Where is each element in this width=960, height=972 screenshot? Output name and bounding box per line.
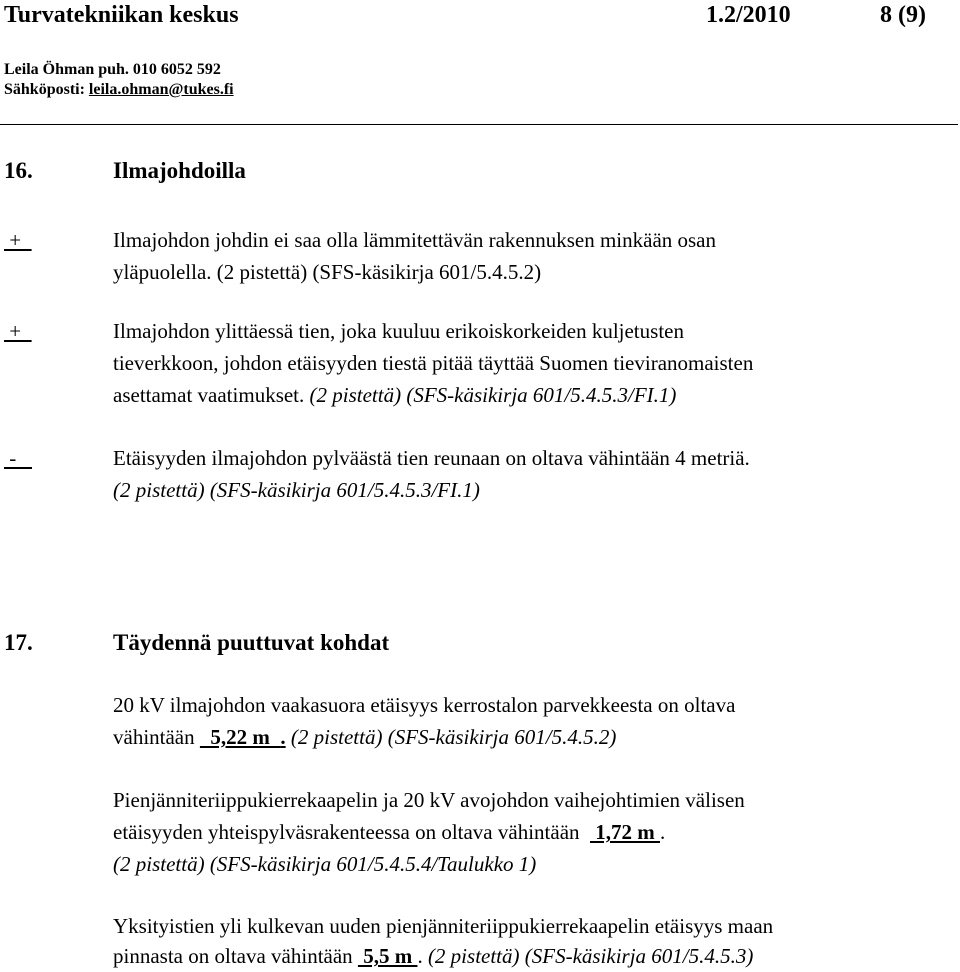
fill-in-text-part: . (417, 944, 423, 968)
contact-name: Leila Öhman puh. 010 6052 592 (4, 61, 221, 78)
organization-name: Turvatekniikan keskus (4, 2, 239, 28)
fill-in-text: Yksityistien yli kulkevan uuden pienjänniteriippukierrekaapelin etäisyys maan (113, 914, 774, 938)
answer-dot: . (280, 725, 286, 749)
answer-value: 5,5 m (357, 944, 418, 968)
email-label: Sähköposti: (4, 81, 85, 98)
fill-in-text: Pienjänniteriippukierrekaapelin ja 20 kV avojohdon vaihejohtimien välisen (113, 788, 745, 812)
reference-text: (2 pistettä) (SFS-käsikirja 601/5.4.5.3/FI.1) (113, 478, 480, 502)
email-link[interactable]: leila.ohman@tukes.fi (88, 81, 234, 98)
header-divider (0, 124, 958, 125)
question-17-number: 17. (4, 630, 33, 655)
fill-in-text (113, 816, 665, 848)
fill-in-text (113, 940, 753, 972)
answer-mark: + (4, 228, 32, 252)
contact-email-line (4, 81, 234, 99)
fill-in-text-part: . (660, 820, 666, 844)
reference-text: (2 pistettä) (SFS-käsikirja 601/5.4.5.4/Taulukko 1) (113, 852, 537, 876)
answer-value: 1,72 m (590, 820, 661, 844)
fill-in-text-part: vähintään (113, 725, 200, 749)
page-number: 8 (9) (880, 2, 926, 28)
statement-text: tieverkkoon, johdon etäisyyden tiestä pitää täyttää Suomen tieviranomaisten (113, 351, 754, 375)
statement-text (113, 379, 676, 411)
fill-in-text (113, 721, 616, 753)
reference-text: (2 pistettä) (SFS-käsikirja 601/5.4.5.3/FI.1) (304, 383, 677, 407)
statement-text: Ilmajohdon ylittäessä tien, joka kuuluu erikoiskorkeiden kuljetusten (113, 319, 684, 343)
answer-mark: - (4, 446, 32, 470)
statement-text: yläpuolella. (2 pistettä) (SFS-käsikirja 601/5.4.5.2) (113, 260, 542, 284)
answer-mark: + (4, 319, 32, 343)
answer-value: 5,22 m (199, 725, 281, 749)
reference-text: (2 pistettä) (SFS-käsikirja 601/5.4.5.3) (422, 944, 754, 968)
fill-in-text: 20 kV ilmajohdon vaakasuora etäisyys kerrostalon parvekkeesta on oltava (113, 693, 736, 717)
question-16-title: Ilmajohdoilla (113, 158, 246, 183)
statement-text: Etäisyyden ilmajohdon pylväästä tien reunaan on oltava vähintään 4 metriä. (113, 446, 750, 470)
question-17-title: Täydennä puuttuvat kohdat (113, 630, 390, 655)
document-version: 1.2/2010 (706, 2, 791, 28)
question-16-number: 16. (4, 158, 33, 183)
statement-text: Ilmajohdon johdin ei saa olla lämmitettävän rakennuksen minkään osan (113, 228, 717, 252)
statement-text-part: asettamat vaatimukset. (113, 383, 305, 407)
fill-in-text-part: pinnasta on oltava vähintään (113, 944, 358, 968)
fill-in-text-part: etäisyyden yhteispylväsrakenteessa on oltava vähintään (113, 820, 591, 844)
reference-text: (2 pistettä) (SFS-käsikirja 601/5.4.5.2) (285, 725, 617, 749)
